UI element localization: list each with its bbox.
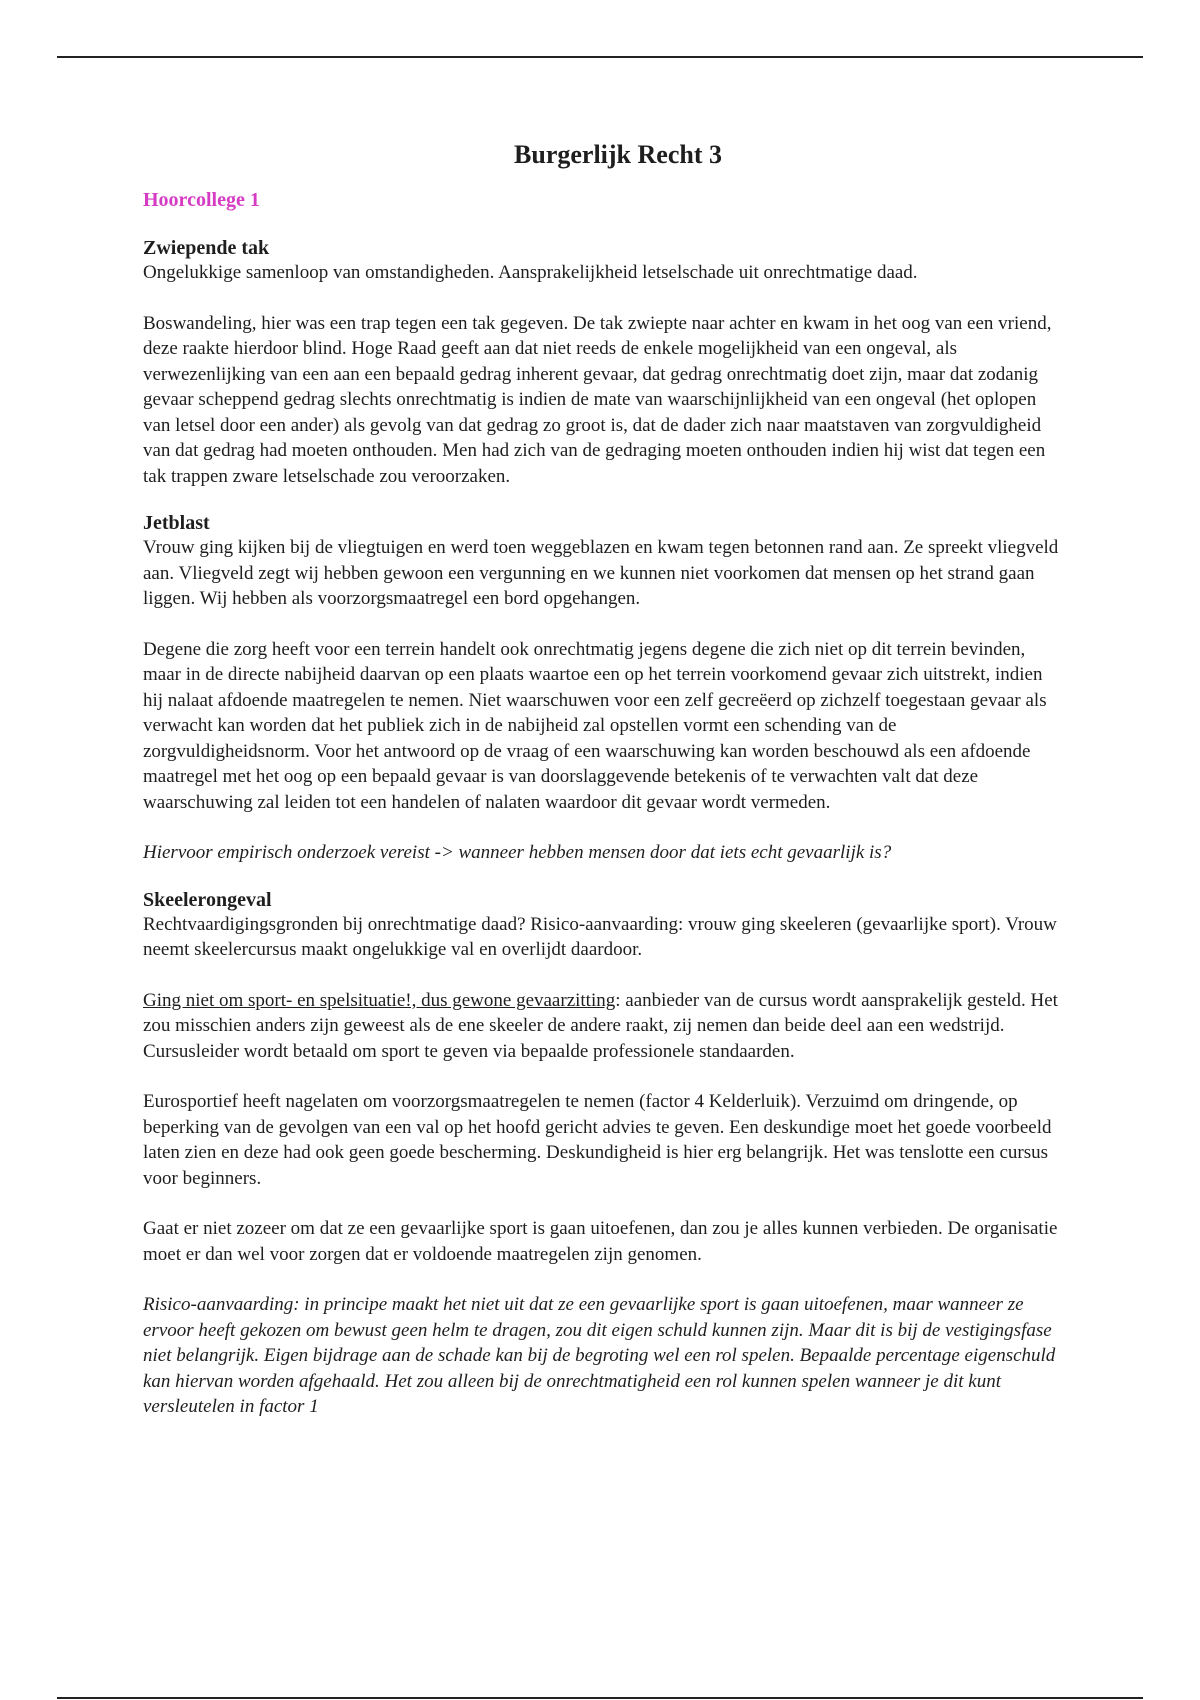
document-body <box>143 138 1063 1420</box>
paragraph-text: : aanbieder van de cursus wordt aansprakelijk gesteld. Het zou misschien anders zijn geweest als de ene skeeler de andere raakt, zij nemen dan beide deel aan een wedstrijd. Cursusleider wordt betaald om sport te geven via bepaalde professionele standaarden. <box>143 989 1058 1062</box>
header-rule <box>57 56 1143 58</box>
paragraph: Ongelukkige samenloop van omstandigheden. Aansprakelijkheid letselschade uit onrechtmatige daad. <box>143 262 918 283</box>
paragraph <box>143 988 1063 1065</box>
paragraph: Vrouw ging kijken bij de vliegtuigen en werd toen weggeblazen en kwam tegen betonnen rand aan. Ze spreekt vliegveld aan. Vliegveld zegt wij hebben gewoon een vergunning en we kunnen niet voorkomen dat mensen op het strand gaan liggen. Wij hebben als voorzorgsmaatregel een bord opgehangen. <box>143 537 1059 609</box>
paragraph: Boswandeling, hier was een trap tegen een tak gegeven. De tak zwiepte naar achter en kwam in het oog van een vriend, deze raakte hierdoor blind. Hoge Raad geeft aan dat niet reeds de enkele mogelijkheid van een ongeval, als verwezenlijking van een aan een bepaald gedrag inherent gevaar, dat gedrag onrechtmatig doet zijn, maar dat zodanig gevaar scheppend gedrag slechts onrechtmatig is indien de mate van waarschijnlijkheid van een ongeval (het oplopen van letsel door een ander) als gevolg van dat gedrag zo groot is, dat de dader zich naar maatstaven van zorgvuldigheid van dat gedrag had moeten onthouden. Men had zich van de gedraging moeten onthouden indien hij wist dat tegen een tak trappen zware letselschade zou veroorzaken. <box>143 312 1052 487</box>
underlined-phrase: Ging niet om sport- en spelsituatie!, dus gewone gevaarzitting <box>143 989 616 1011</box>
section-heading-zwiepende-tak: Zwiepende tak <box>143 237 270 259</box>
document-title: Burgerlijk Recht 3 <box>514 140 722 169</box>
lecture-heading: Hoorcollege 1 <box>143 189 260 211</box>
footer-rule <box>57 1697 1143 1699</box>
paragraph: Degene die zorg heeft voor een terrein handelt ook onrechtmatig jegens degene die zich niet op dit terrein bevinden, maar in de directe nabijheid daarvan op een plaats waartoe een op het terrein voorkomend gevaar zich uitstrekt, indien hij nalaat afdoende maatregelen te nemen. Niet waarschuwen voor een zelf gecreëerd op zichzelf toegestaan gevaar als verwacht kan worden dat het publiek zich in de nabijheid zal opstellen vormt een schending van de zorgvuldigheidsnorm. Voor het antwoord op de vraag of een waarschuwing kan worden beschouwd als een afdoende maatregel met het oog op een bepaald gevaar is van doorslaggevende betekenis of te verwachten valt dat deze waarschuwing zal leiden tot een handelen of nalaten waardoor dit gevaar wordt vermeden. <box>143 638 1047 813</box>
section-heading-jetblast: Jetblast <box>143 512 210 534</box>
italic-note: Risico-aanvaarding: in principe maakt het niet uit dat ze een gevaarlijke sport is gaan uitoefenen, maar wanneer ze ervoor heeft gekozen om bewust geen helm te dragen, zou dit eigen schuld kunnen zijn. Maar dit is bij de vestigingsfase niet belangrijk. Eigen bijdrage aan de schade kan bij de begroting wel een rol spelen. Bepaalde percentage eigenschuld kan hiervan worden afgehaald. Het zou alleen bij de onrechtmatigheid een rol kunnen spelen wanneer je dit kunt versleutelen in factor 1 <box>143 1294 1056 1417</box>
paragraph: Gaat er niet zozeer om dat ze een gevaarlijke sport is gaan uitoefenen, dan zou je alles kunnen verbieden. De organisatie moet er dan wel voor zorgen dat er voldoende maatregelen zijn genomen. <box>143 1218 1058 1265</box>
section-heading-skeelerongeval: Skeelerongeval <box>143 888 272 911</box>
italic-note: Hiervoor empirisch onderzoek vereist -> wanneer hebben mensen door dat iets echt gevaarlijk is? <box>143 842 892 863</box>
paragraph: Eurosportief heeft nagelaten om voorzorgsmaatregelen te nemen (factor 4 Kelderluik). Verzuimd om dringende, op beperking van de gevolgen van een val op het hoofd gericht advies te geven. Een deskundige moet het goede voorbeeld laten zien en deze had ook geen goede bescherming. Deskundigheid is hier erg belangrijk. Het was tenslotte een cursus voor beginners. <box>143 1091 1052 1189</box>
paragraph: Rechtvaardigingsgronden bij onrechtmatige daad? Risico-aanvaarding: vrouw ging skeeleren (gevaarlijke sport). Vrouw neemt skeelercursus maakt ongelukkige val en overlijdt daardoor. <box>143 913 1057 960</box>
